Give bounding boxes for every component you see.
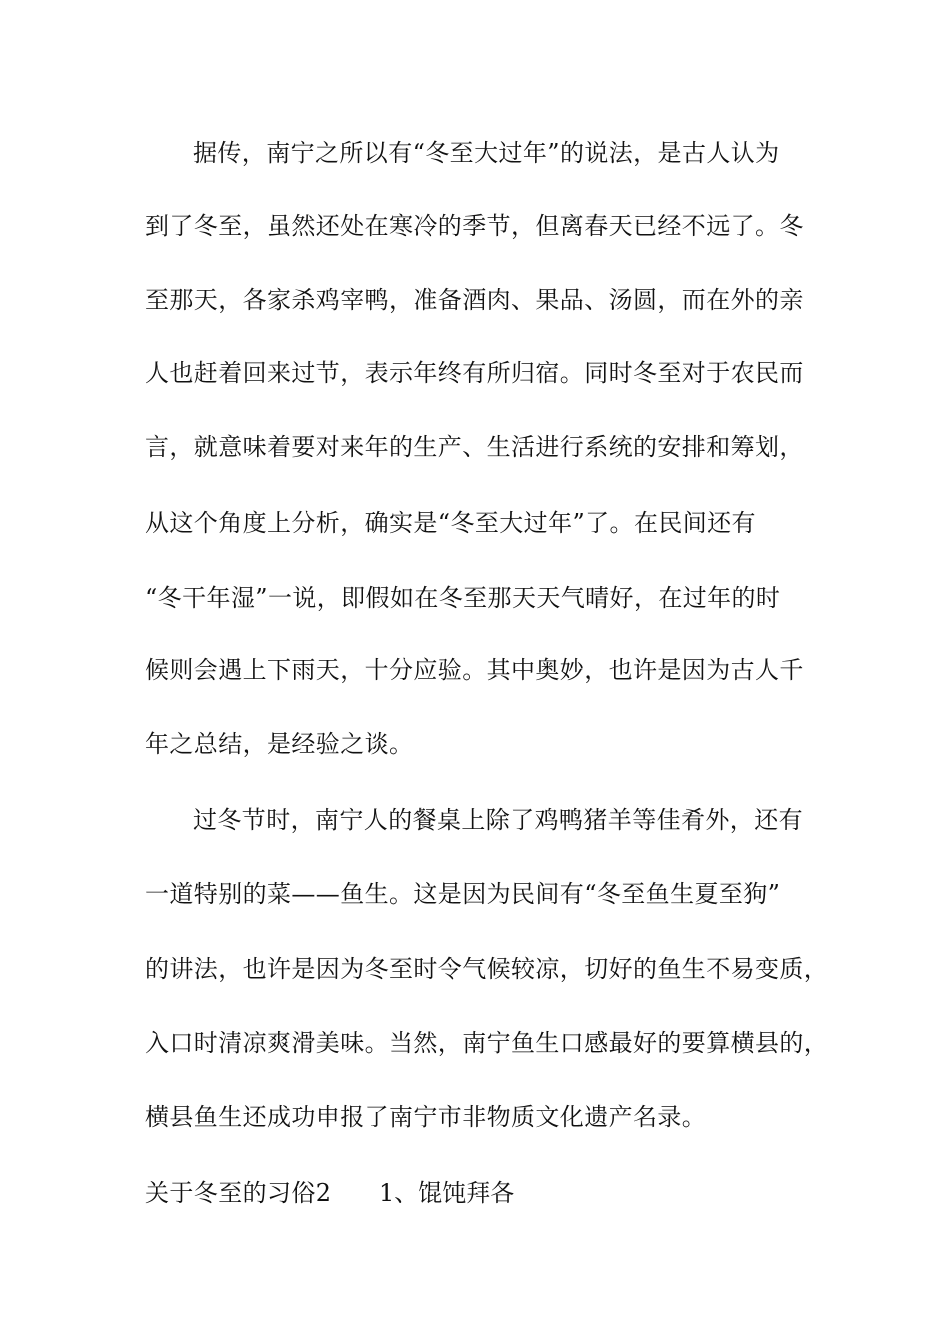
section-subheading: 1、馄饨拜各 — [379, 1179, 515, 1207]
paragraph-1-line-4: 人也赶着回来过节，表示年终有所归宿。同时冬至对于农民而 — [145, 359, 804, 387]
paragraph-2-line-1: 过冬节时，南宁人的餐桌上除了鸡鸭猪羊等佳肴外，还有 — [193, 806, 803, 834]
paragraph-2-line-5: 横县鱼生还成功申报了南宁市非物质文化遗产名录。 — [145, 1103, 707, 1131]
section-heading: 关于冬至的习俗2 — [145, 1179, 332, 1207]
paragraph-1-line-8: 候则会遇上下雨天，十分应验。其中奥妙，也许是因为古人千 — [145, 656, 804, 684]
paragraph-1-line-2: 到了冬至，虽然还处在寒冷的季节，但离春天已经不远了。冬 — [145, 212, 804, 240]
paragraph-2-line-4: 入口时清凉爽滑美味。当然，南宁鱼生口感最好的要算横县的， — [145, 1029, 829, 1057]
paragraph-1-line-9: 年之总结，是经验之谈。 — [145, 730, 414, 758]
paragraph-2-line-3: 的讲法，也许是因为冬至时令气候较凉，切好的鱼生不易变质， — [145, 955, 829, 983]
paragraph-1-line-6: 从这个角度上分析，确实是“冬至大过年”了。在民间还有 — [145, 509, 756, 537]
paragraph-2-line-2: 一道特别的菜——鱼生。这是因为民间有“冬至鱼生夏至狗” — [145, 880, 781, 908]
paragraph-1-line-7: “冬干年湿”一说，即假如在冬至那天天气晴好，在过年的时 — [145, 584, 781, 612]
paragraph-1-line-5: 言，就意味着要对来年的生产、生活进行系统的安排和筹划， — [145, 433, 804, 461]
paragraph-1-line-3: 至那天，各家杀鸡宰鸭，准备酒肉、果品、汤圆，而在外的亲 — [145, 286, 804, 314]
paragraph-1-line-1: 据传，南宁之所以有“冬至大过年”的说法，是古人认为 — [193, 139, 780, 167]
